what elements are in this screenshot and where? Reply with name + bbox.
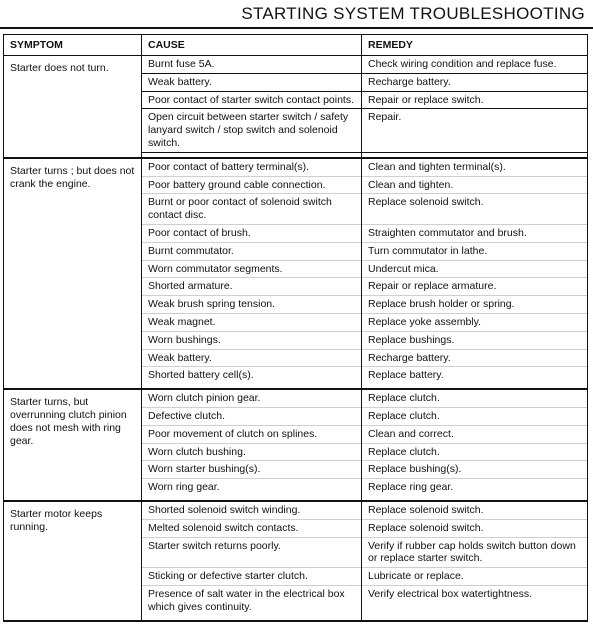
cause-cell: Weak magnet. — [148, 315, 216, 328]
table-row — [4, 501, 588, 519]
cause-cell: Burnt fuse 5A. — [148, 58, 215, 70]
remedy-cell: Replace solenoid switch. — [368, 503, 484, 516]
symptom-group — [4, 158, 588, 389]
remedy-cell: Replace clutch. — [368, 445, 440, 458]
header-symptom: SYMPTOM — [4, 35, 142, 56]
remedy-cell: Verify if rubber cap holds switch button down or replace starter switch. — [368, 539, 576, 565]
cause-cell: Weak battery. — [148, 75, 212, 88]
cause-cell: Poor contact of battery terminal(s). — [148, 160, 310, 173]
remedy-cell: Clean and tighten. — [368, 178, 454, 191]
symptom-group — [4, 56, 588, 158]
remedy-cell: Recharge battery. — [368, 75, 451, 88]
remedy-cell: Replace battery. — [368, 369, 444, 382]
remedy-cell: Recharge battery. — [368, 351, 451, 364]
symptom-group — [4, 501, 588, 621]
cause-cell: Melted solenoid switch contacts. — [148, 521, 299, 534]
cause-cell: Burnt commutator. — [148, 244, 234, 257]
remedy-cell: Replace ring gear. — [368, 481, 454, 494]
remedy-cell: Lubricate or replace. — [368, 570, 464, 583]
remedy-cell: Turn commutator in lathe. — [368, 244, 488, 257]
remedy-cell: Repair. — [368, 111, 402, 124]
remedy-cell: Clean and correct. — [368, 427, 454, 440]
cause-cell: Worn ring gear. — [148, 481, 220, 494]
symptom-group — [4, 389, 588, 501]
cause-cell: Poor movement of clutch on splines. — [148, 427, 318, 440]
cause-cell: Shorted battery cell(s). — [148, 369, 254, 382]
header-remedy: REMEDY — [362, 35, 588, 56]
remedy-cell: Replace solenoid switch. — [368, 521, 484, 534]
cause-cell: Worn starter bushing(s). — [148, 463, 261, 476]
cause-cell: Starter switch returns poorly. — [148, 539, 281, 552]
cause-cell: Sticking or defective starter clutch. — [148, 570, 308, 583]
cause-cell: Weak brush spring tension. — [148, 298, 276, 311]
remedy-cell: Check wiring condition and replace fuse. — [368, 58, 557, 70]
remedy-cell: Replace bushing(s). — [368, 463, 462, 476]
header-row — [4, 35, 588, 56]
cause-cell: Burnt or poor contact of solenoid switch contact disc. — [148, 196, 332, 222]
remedy-cell: Clean and tighten terminal(s). — [368, 160, 506, 173]
header-cause: CAUSE — [142, 35, 362, 56]
remedy-cell: Verify electrical box watertightness. — [368, 587, 532, 600]
table-row — [4, 158, 588, 176]
cause-cell: Shorted armature. — [148, 280, 233, 293]
cause-cell: Poor contact of brush. — [148, 226, 251, 239]
cause-cell: Worn clutch pinion gear. — [148, 392, 261, 405]
table-header — [4, 35, 588, 56]
remedy-cell: Replace clutch. — [368, 409, 440, 422]
title-rule — [0, 27, 593, 29]
page-title: STARTING SYSTEM TROUBLESHOOTING — [241, 4, 585, 23]
table-row — [4, 389, 588, 407]
symptom-cell: Starter does not turn. — [4, 56, 142, 158]
troubleshooting-table — [3, 34, 588, 622]
remedy-cell: Replace yoke assembly. — [368, 315, 482, 328]
cause-cell: Open circuit between starter switch / safety lanyard switch / stop switch and solenoid switch. — [148, 111, 349, 149]
remedy-cell: Undercut mica. — [368, 262, 439, 275]
cause-cell: Weak battery. — [148, 351, 212, 364]
remedy-cell: Replace brush holder or spring. — [368, 298, 515, 311]
remedy-cell: Replace clutch. — [368, 392, 440, 405]
cause-cell: Shorted solenoid switch winding. — [148, 503, 301, 516]
symptom-cell: Starter turns, but overrunning clutch pinion does not mesh with ring gear. — [4, 389, 142, 501]
remedy-cell: Repair or replace switch. — [368, 93, 484, 106]
cause-cell: Poor battery ground cable connection. — [148, 178, 326, 191]
cause-cell: Worn commutator segments. — [148, 262, 283, 275]
cause-cell: Presence of salt water in the electrical box which gives continuity. — [148, 587, 345, 613]
remedy-cell: Replace solenoid switch. — [368, 196, 484, 209]
symptom-cell: Starter motor keeps running. — [4, 501, 142, 621]
cause-cell: Worn clutch bushing. — [148, 445, 246, 458]
table-row — [4, 56, 588, 74]
remedy-cell: Straighten commutator and brush. — [368, 226, 527, 239]
cause-cell: Defective clutch. — [148, 409, 226, 422]
remedy-cell: Replace bushings. — [368, 333, 455, 346]
cause-cell: Worn bushings. — [148, 333, 221, 346]
cause-cell: Poor contact of starter switch contact points. — [148, 93, 355, 106]
symptom-cell: Starter turns ; but does not crank the engine. — [4, 158, 142, 389]
remedy-cell: Repair or replace armature. — [368, 280, 497, 293]
